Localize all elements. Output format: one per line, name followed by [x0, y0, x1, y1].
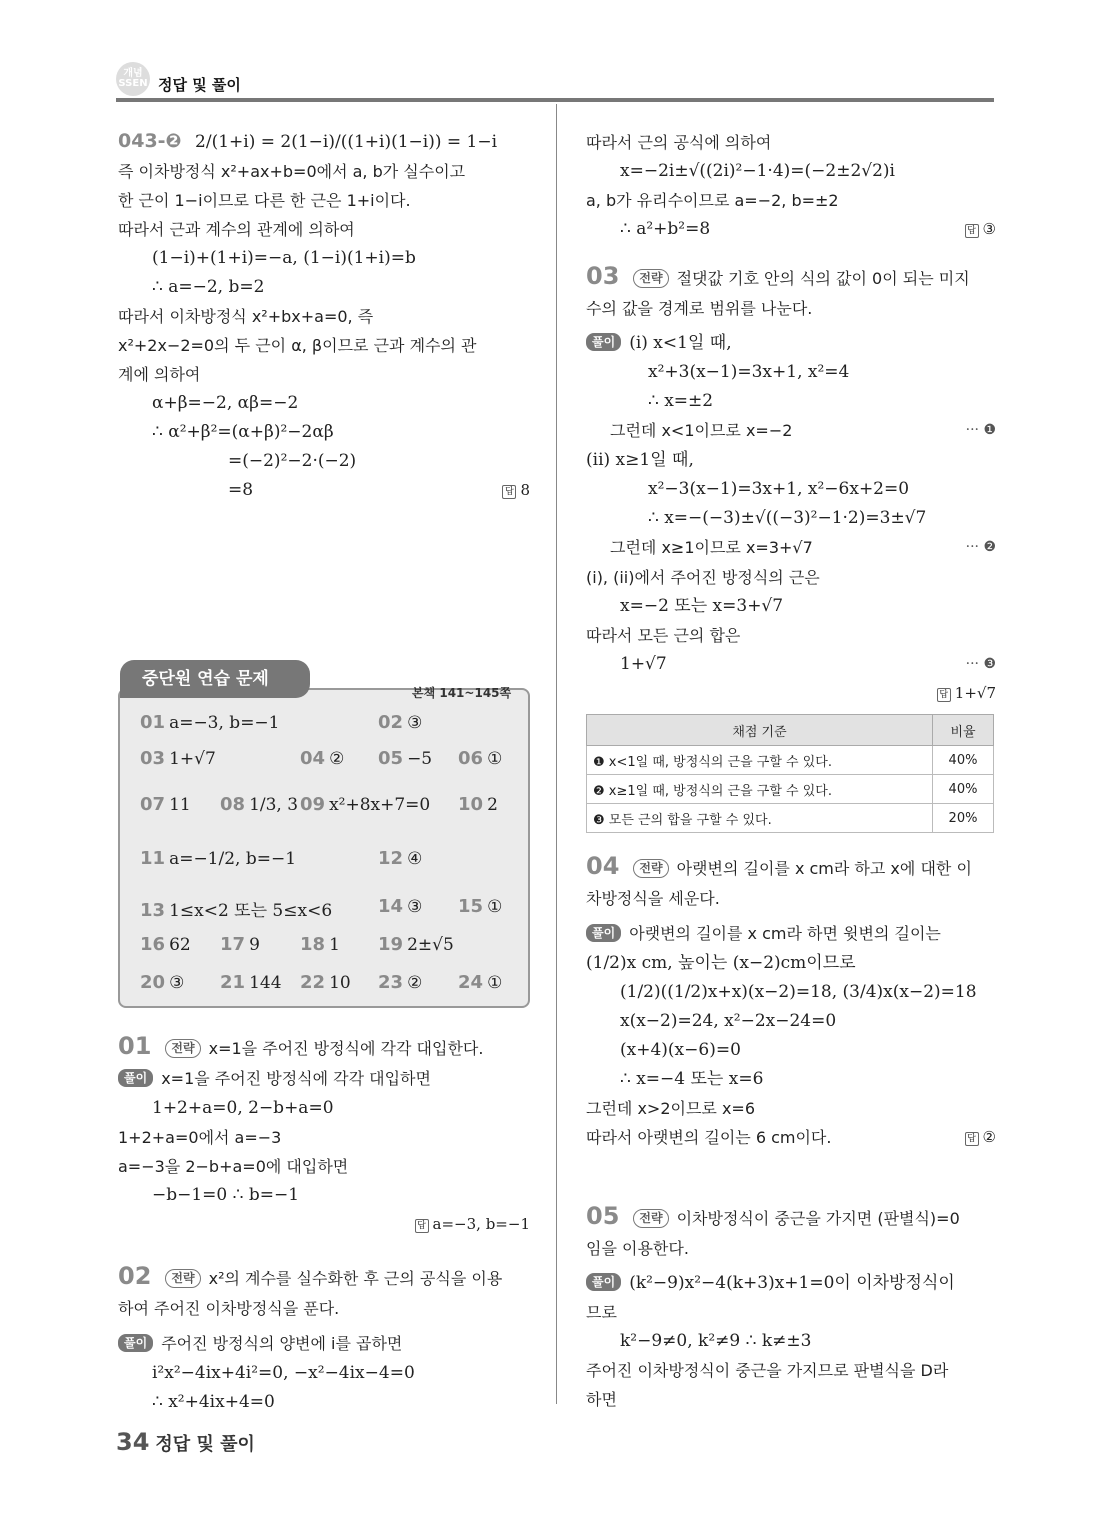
problem-04: 04 전략 아랫변의 길이를 x cm라 하고 x에 대한 이 차방정식을 세운다. 풀이 아랫변의 길이를 x cm라 하면 윗변의 길이는 (1/2)x cm, 높이는 (x−2)cm이므로 (1/2)((1/2)x+x)(x−2)=18, (3/4)x(x−2)=18 x(x−2)=24, x²−2x−24=0 (x+4)(x−6)=0 ∴ x=−4 또는 x=6 그런데 x>2이므로 x=6 따라서 아랫변의 길이는 6 cm이다. 답 ② — [586, 852, 996, 1147]
box-item-22: 22 10 — [300, 972, 351, 993]
column-divider — [556, 104, 557, 1404]
box-item-15: 15 ① — [458, 896, 503, 917]
problem-01: 01 전략 x=1을 주어진 방정식에 각각 대입한다. 풀이 x=1을 주어진 방정식에 각각 대입하면 1+2+a=0, 2−b+a=0 1+2+a=0에서 a=−3 a=−3을 2−b+a=0에 대입하면 −b−1=0 ∴ b=−1 답 a=−3, b=−1 — [118, 1032, 530, 1233]
problem-043: 043-❷ 2/(1+i) = 2(1−i)/((1+i)(1−i)) = 1−i — [118, 130, 498, 152]
box-item-01: 01 a=−3, b=−1 — [140, 712, 280, 733]
box-item-20: 20 ③ — [140, 972, 185, 993]
box-item-11: 11 a=−1/2, b=−1 — [140, 848, 297, 869]
left-column: 043-❷ 2/(1+i) = 2(1−i)/((1+i)(1−i)) = 1−i 즉 이차방정식 x²+ax+b=0에서 a, b가 실수이고 한 근이 1−i이므로 다른 한 근은 1+i이다. 따라서 근과 계수의 관계에 의하여 (1−i)+(1+i)=−a, (1−i)(1+i)=b ∴ a=−2, b=2 따라서 이차방정식 x²+bx+a=0, 즉 x²+2x−2=0의 두 근이 α, β이므로 근과 계수의 관 계에 의하여 α+β=−2, αβ=−2 ∴ α²+β²=(α+β)²−2αβ =(−2)²−2·(−2) =8 답 8 — [118, 128, 530, 505]
problem-05: 05 전략 이차방정식이 중근을 가지면 (판별식)=0 임을 이용한다. 풀이 (k²−9)x²−4(k+3)x+1=0이 이차방정식이 므로 k²−9≠0, k²≠9 ∴ k≠±3 주어진 이차방정식이 중근을 가지므로 판별식을 D라 하면 — [586, 1202, 960, 1409]
right-column: 따라서 근의 공식에 의하여 x=−2i±√((2i)²−1·4)=(−2±2√2)i a, b가 유리수이므로 a=−2, b=±2 ∴ a²+b²=8 답 ③ 03 전략 절댓값 기호 안의 식의 값이 0이 되는 미지 수의 값을 경계로 범위를 나눈다. 풀이 (i) x<1일 때, x²+3(x−1)=3x+1, x²=4 ∴ x=±2 그런데 x<1이므로 x=−2 ··· ❶ (ii) x≥1일 때, x²−3(x−1)=3x+1, x²−6x+2=0 ∴ x=−(−3)±√((−3)²−1·2)=3±√7 그런데 x≥1이므로 x=3+√7 ··· ❷ (i), (ii)에서 주어진 방정식의 근은 x=−2 또는 x=3+√7 따라서 모든 근의 합은 1+√7 ··· ❸ 답 1+√7 — [586, 133, 996, 702]
box-item-23: 23 ② — [378, 972, 423, 993]
box-item-12: 12 ④ — [378, 848, 423, 869]
box-title: 중단원 연습 문제 — [120, 660, 310, 698]
box-item-07: 07 11 — [140, 794, 191, 815]
box-item-18: 18 1 — [300, 934, 340, 955]
box-item-19: 19 2±√5 — [378, 934, 454, 955]
box-item-21: 21 144 — [220, 972, 282, 993]
box-item-09: 09 x²+8x+7=0 — [300, 794, 431, 815]
box-item-24: 24 ① — [458, 972, 503, 993]
header-title: 정답 및 풀이 — [158, 76, 241, 94]
header-rule — [116, 98, 994, 102]
box-item-10: 10 2 — [458, 794, 498, 815]
scoring-table: 채점 기준 비율 ❶ x<1일 때, 방정식의 근을 구할 수 있다. 40% ❷ x≥1일 때, 방정식의 근을 구할 수 있다. 40% ❸ 모든 근의 합을 구할 수 있다. 20% — [586, 714, 994, 833]
logo: 개념SSEN — [116, 62, 150, 96]
box-item-16: 16 62 — [140, 934, 191, 955]
box-item-02: 02 ③ — [378, 712, 423, 733]
box-item-08: 08 1/3, 3 — [220, 794, 299, 815]
footer: 34 정답 및 풀이 — [116, 1428, 255, 1456]
box-item-14: 14 ③ — [378, 896, 423, 917]
box-item-04: 04 ② — [300, 748, 345, 769]
answer-043: 답 8 — [502, 476, 530, 505]
box-item-03: 03 1+√7 — [140, 748, 216, 769]
box-item-05: 05 −5 — [378, 748, 433, 769]
box-item-06: 06 ① — [458, 748, 503, 769]
box-item-17: 17 9 — [220, 934, 260, 955]
box-item-13: 13 1≤x<2 또는 5≤x<6 — [140, 900, 333, 921]
problem-02: 02 전략 x²의 계수를 실수화한 후 근의 공식을 이용 하여 주어진 이차방정식을 푼다. 풀이 주어진 방정식의 양변에 i를 곱하면 i²x²−4ix+4i²=0, −x²−4ix−4=0 ∴ x²+4ix+4=0 — [118, 1262, 503, 1412]
box-reference: 본책 141~145쪽 — [412, 686, 512, 700]
